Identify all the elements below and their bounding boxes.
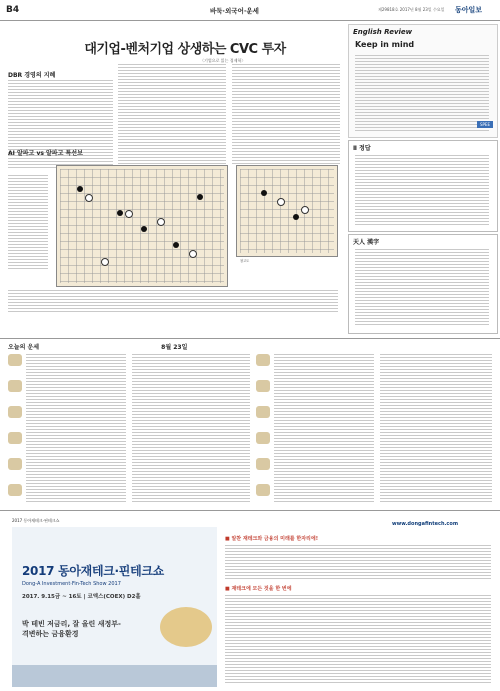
masthead: 동아일보 (455, 6, 483, 14)
ad-right-heading-2: ■ 재테크에 모든 것을 한 번에 (225, 586, 292, 592)
black-stone (261, 190, 267, 196)
zodiac-icon (8, 484, 22, 496)
ad-slogan-1: 박 테빈 저금리, 잘 올린 새정부- (22, 620, 121, 628)
horoscope-column-3 (256, 350, 376, 505)
horoscope-text-3 (274, 354, 374, 504)
zodiac-icon (8, 432, 22, 444)
ad-title: 2017 동아재테크·핀테크쇼 (22, 564, 164, 578)
city-skyline (12, 665, 217, 687)
ad-caption: 2017 동아재테크·핀테크쇼 (12, 518, 60, 523)
white-stone (189, 250, 197, 258)
quiz-box-text (355, 155, 489, 227)
issue-date: 제29818호 2017년 8월 23일 수요일 (378, 7, 445, 12)
english-review-box (348, 24, 498, 138)
white-stone (101, 258, 109, 266)
ad-brand-url: www.dongafintech.com (392, 521, 459, 527)
horoscope-column-1 (8, 350, 128, 505)
article-byline: 〈기업으로 읽는 경제학〉 (200, 58, 246, 63)
zodiac-icon (8, 354, 22, 366)
black-stone (117, 210, 123, 216)
hanja-box (348, 234, 498, 334)
section-divider (0, 338, 500, 339)
horoscope-column-2 (132, 350, 252, 505)
go-board-ref-grid (240, 169, 334, 253)
section-title: 바둑·외국어·운세 (210, 7, 259, 15)
go-commentary-2 (8, 290, 338, 314)
article-title: 대기업-벤처기업 상생하는 CVC 투자 (84, 42, 286, 57)
article-subhead: DBR 경영의 지혜 (8, 72, 56, 79)
ad-right-panel (225, 535, 493, 685)
white-stone (157, 218, 165, 226)
english-review-title: Keep in mind (355, 40, 415, 49)
quiz-box (348, 140, 498, 232)
black-stone (77, 186, 83, 192)
white-stone (125, 210, 133, 218)
zodiac-icon (256, 432, 270, 444)
white-stone (85, 194, 93, 202)
go-caption: 참고도 (240, 259, 250, 263)
horoscope-label: 오늘의 운세 (8, 344, 40, 351)
horoscope-text-1 (26, 354, 126, 504)
page-number: B4 (6, 5, 20, 15)
english-review-badge: SPEE (477, 121, 493, 128)
article-column-3 (232, 64, 340, 166)
horoscope-column-4 (380, 350, 494, 505)
ad-english-title: Dong-A Investment·Fin-Tech Show 2017 (22, 581, 121, 587)
ad-right-heading-1: ■ 알찬 재테크와 금융의 미래를 한자리에! (225, 536, 318, 542)
go-diagram-area (8, 175, 338, 273)
english-review-text (355, 55, 489, 133)
black-stone (293, 214, 299, 220)
black-stone (197, 194, 203, 200)
zodiac-icon (256, 484, 270, 496)
hanja-box-text (355, 249, 489, 327)
horoscope-text-4 (380, 354, 492, 504)
zodiac-icon (256, 354, 270, 366)
horoscope-date: 8월 23일 (161, 344, 188, 351)
piggy-bank-image (160, 607, 212, 647)
black-stone (173, 242, 179, 248)
black-stone (141, 226, 147, 232)
english-review-label: English Review (353, 28, 413, 36)
white-stone (301, 206, 309, 214)
article-column-2 (118, 64, 226, 166)
section-divider (0, 510, 500, 511)
page-header (0, 0, 500, 21)
zodiac-icon (256, 458, 270, 470)
white-stone (277, 198, 285, 206)
ad-slogan-2: 격변하는 금융환경 (22, 630, 79, 638)
ad-right-text-1 (225, 545, 491, 581)
zodiac-icon (8, 458, 22, 470)
horoscope-text-2 (132, 354, 250, 504)
go-board-main (56, 165, 228, 287)
ad-right-text-2 (225, 595, 491, 685)
go-commentary-1 (8, 175, 48, 271)
hanja-box-title: 天人 漢字 (353, 239, 380, 246)
zodiac-icon (8, 380, 22, 392)
go-section-title: AI 알파고 vs 알파고 특선보 (8, 150, 83, 157)
ad-event-date: 2017. 9.15금 ~ 16토 | 코엑스(COEX) D2홀 (22, 594, 141, 600)
go-board-ref (236, 165, 338, 257)
zodiac-icon (256, 380, 270, 392)
fintech-show-ad (0, 515, 500, 691)
zodiac-icon (256, 406, 270, 418)
zodiac-icon (8, 406, 22, 418)
quiz-box-title: Ⅱ 정답 (353, 145, 371, 152)
